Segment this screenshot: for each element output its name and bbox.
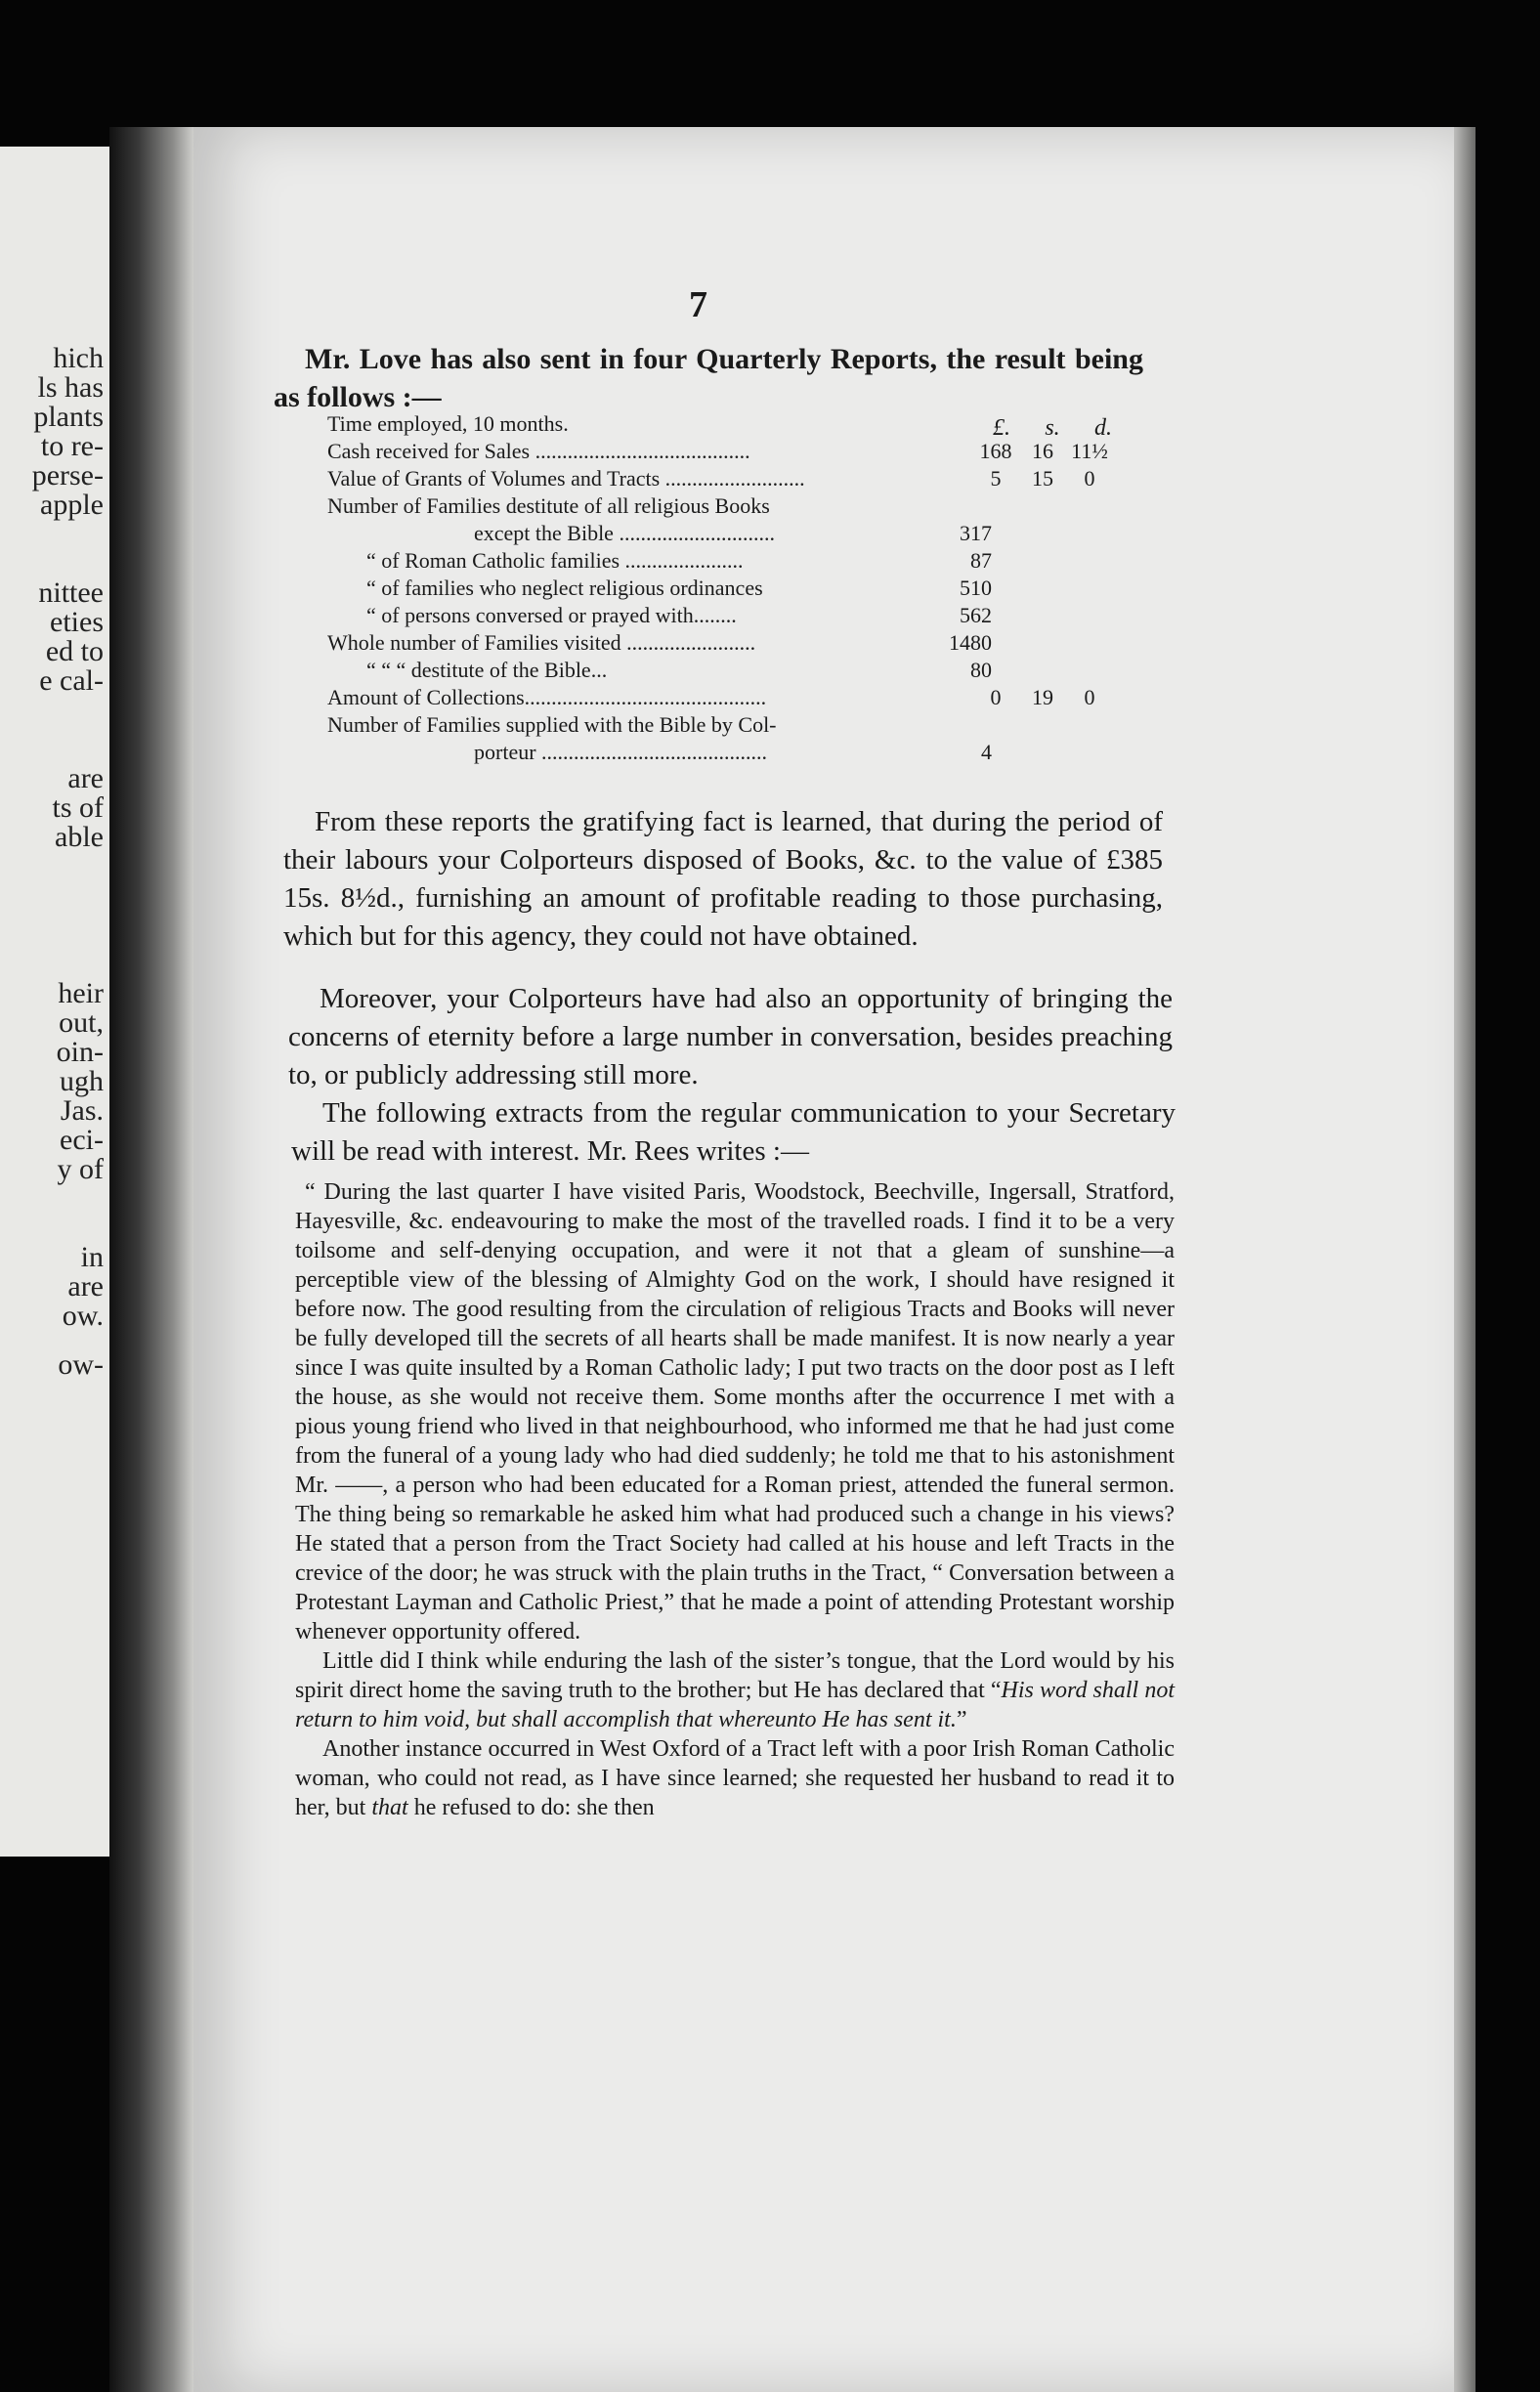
report-row-amount <box>972 684 1119 711</box>
report-row <box>327 739 1119 766</box>
report-row-label: Amount of Collections............................................. <box>327 685 767 709</box>
shillings-value: 15 <box>1032 466 1053 491</box>
report-row <box>327 629 1119 657</box>
shillings-value: 16 <box>1032 439 1053 463</box>
left-page-fragment <box>0 147 109 1857</box>
report-row <box>327 657 1119 684</box>
report-row-amount <box>972 711 1119 739</box>
report-row-label: “ of persons conversed or prayed with........ <box>366 603 737 627</box>
quote-text: he refused to do: she then <box>407 1795 655 1820</box>
left-page-text-fragment: ugh <box>60 1065 104 1097</box>
pounds-value: 168 <box>979 439 1012 463</box>
quarterly-report-table <box>327 410 1119 766</box>
report-row <box>327 410 1119 438</box>
report-row-amount <box>972 547 1119 575</box>
left-page-text-fragment: eties <box>50 606 104 638</box>
report-row-label: Number of Families supplied with the Bible by Col- <box>327 712 777 737</box>
report-row-label: Value of Grants of Volumes and Tracts .......................... <box>327 466 805 491</box>
left-page-text-fragment: apple <box>40 489 104 521</box>
intro-paragraph: Mr. Love has also sent in four Quarterly Reports, the result being as follows :— <box>274 343 1143 413</box>
report-row-label: except the Bible ............................. <box>474 521 775 545</box>
report-row-count: 80 <box>970 658 992 682</box>
left-page-text-fragment: e cal- <box>39 664 104 697</box>
left-page-text-fragment: Jas. <box>60 1094 104 1127</box>
report-row-amount <box>972 739 1119 766</box>
report-row-amount <box>972 629 1119 657</box>
report-row-label: Number of Families destitute of all religious Books <box>327 493 770 518</box>
left-page-text-fragment: hich <box>53 342 104 374</box>
report-row-amount <box>972 465 1119 492</box>
quote-text: Little did I think while enduring the lash of the sister’s tongue, that the Lord would by his spirit direct home the saving truth to the brother; but He has declared that “ <box>295 1648 1175 1703</box>
report-row-label: Time employed, 10 months. <box>327 411 569 436</box>
extracts-intro-paragraph: The following extracts from the regular communication to your Secretary will be read with interest. Mr. Rees writes :— <box>291 1097 1176 1167</box>
report-row-amount <box>972 438 1119 465</box>
pounds-value: 0 <box>990 685 1002 709</box>
left-page-text-fragment: nittee <box>38 577 104 609</box>
report-row-label: “ of families who neglect religious ordinances <box>366 576 763 600</box>
scripture-quote: His word shall not return to him void, but shall accomplish that whereunto He has sent it. <box>295 1678 1175 1732</box>
left-page-text-fragment: plants <box>33 401 104 433</box>
page-number: 7 <box>689 284 707 325</box>
left-page-text-fragment: are <box>67 1270 104 1303</box>
report-row-label: porteur .......................................... <box>474 740 768 764</box>
left-page-text-fragment: in <box>80 1241 104 1273</box>
left-page-text-fragment: perse- <box>31 459 104 491</box>
report-row-label: Whole number of Families visited ........................ <box>327 630 756 655</box>
pence-value: 0 <box>1084 685 1095 709</box>
report-row <box>327 547 1119 575</box>
left-page-text-fragment: ed to <box>45 635 104 667</box>
left-page-text-fragment: are <box>67 762 104 794</box>
report-row-count: 87 <box>970 548 992 573</box>
report-row-count: 1480 <box>949 630 992 655</box>
rees-quote <box>295 1177 1175 1822</box>
left-page-text-fragment: ow- <box>58 1348 104 1381</box>
left-page-text-fragment: y of <box>57 1153 104 1185</box>
report-row <box>327 438 1119 465</box>
conversation-paragraph: Moreover, your Colporteurs have had also an opportunity of bringing the concerns of eternity before a large number in conversation, besides preaching to, or publicly addressing still more. <box>288 983 1173 1090</box>
report-row <box>327 684 1119 711</box>
report-row-label: Cash received for Sales ........................................ <box>327 439 750 463</box>
left-page-text-fragment: able <box>55 821 104 853</box>
quote-paragraph-1: “ During the last quarter I have visited Paris, Woodstock, Beechville, Ingersall, Stratford, Hayesville, &c. endeavouring to make the most of the travelled roads. I find it to be a very toilsome and self-denying occupation, and were it not that a gleam of sunshine—a perceptible view of the blessing of Almighty God on the work, I should have resigned it before now. The good resulting from the circulation of religious Tracts and Books will never be fully developed till the secrets of all hearts shall be made manifest. It is now nearly a year since I was quite insulted by a Roman Catholic lady; I put two tracts on the door post as I left the house, as she would not receive them. Some months after the occurrence I met with a pious young friend who lived in that neighbourhood, who informed me that he had just come from the funeral of a young lady who had died suddenly; he told me that to his astonishment Mr. ——, a person who had been educated for a Roman priest, attended the funeral sermon. The thing being so remarkable he asked him what had produced such a change in his views? He stated that a person from the Tract Society had called at his house and left Tracts in the crevice of the door; he was struck with the plain truths in the Tract, “ Conversation between a Protestant Layman and Catholic Priest,” that he made a point of attending Protestant worship whenever opportunity offered. <box>295 1179 1175 1644</box>
report-row-amount <box>972 520 1119 547</box>
report-row <box>327 602 1119 629</box>
report-row <box>327 465 1119 492</box>
report-row <box>327 492 1119 520</box>
pence-value: 11½ <box>1071 439 1108 463</box>
left-page-text-fragment: heir <box>58 977 104 1009</box>
pounds-value: 5 <box>990 466 1002 491</box>
emphasis-text: that <box>371 1795 408 1820</box>
left-page-text-fragment: oin- <box>56 1036 104 1068</box>
pence-value: 0 <box>1084 466 1095 491</box>
report-row-count: 4 <box>981 740 992 764</box>
left-page-text-fragment: ow. <box>62 1300 104 1332</box>
shillings-value: 19 <box>1032 685 1053 709</box>
report-row-label: “ of Roman Catholic families ...................... <box>366 548 744 573</box>
pounds-header: £. <box>993 415 1010 441</box>
report-row-amount <box>972 575 1119 602</box>
report-row-count: 562 <box>960 603 992 627</box>
report-row-amount <box>972 657 1119 684</box>
report-row <box>327 711 1119 739</box>
quote-text: ” <box>956 1707 967 1732</box>
report-row <box>327 575 1119 602</box>
left-page-text-fragment: eci- <box>60 1124 104 1156</box>
quote-paragraph-2 <box>295 1646 1175 1734</box>
report-row-label: “ “ “ destitute of the Bible... <box>366 658 608 682</box>
book-gutter <box>109 127 193 2392</box>
left-page-text-fragment: ts of <box>52 791 104 824</box>
quote-text: Another instance occurred in West Oxford of a Tract left with a poor Irish Roman Catholic woman, who could not read, as I have since learned; she requested her husband to read it to her, but <box>295 1736 1175 1820</box>
report-row <box>327 520 1119 547</box>
pence-header: d. <box>1094 415 1112 441</box>
left-page-text-fragment: to re- <box>40 430 104 462</box>
report-row-amount <box>972 492 1119 520</box>
report-row-count: 317 <box>960 521 992 545</box>
left-page-text-fragment: ls has <box>37 371 104 404</box>
page-edge <box>1454 127 1476 2392</box>
quote-paragraph-3 <box>295 1734 1175 1822</box>
left-page-text-fragment: out, <box>59 1006 104 1039</box>
report-row-amount <box>972 602 1119 629</box>
summary-paragraph: From these reports the gratifying fact is learned, that during the period of their labours your Colporteurs disposed of Books, &c. to the value of £385 15s. 8½d., furnishing an amount of profitable reading to those purchasing, which but for this agency, they could not have obtained. <box>283 806 1163 952</box>
report-row-count: 510 <box>960 576 992 600</box>
shillings-header: s. <box>1045 415 1060 441</box>
report-row-amount <box>972 410 1119 438</box>
